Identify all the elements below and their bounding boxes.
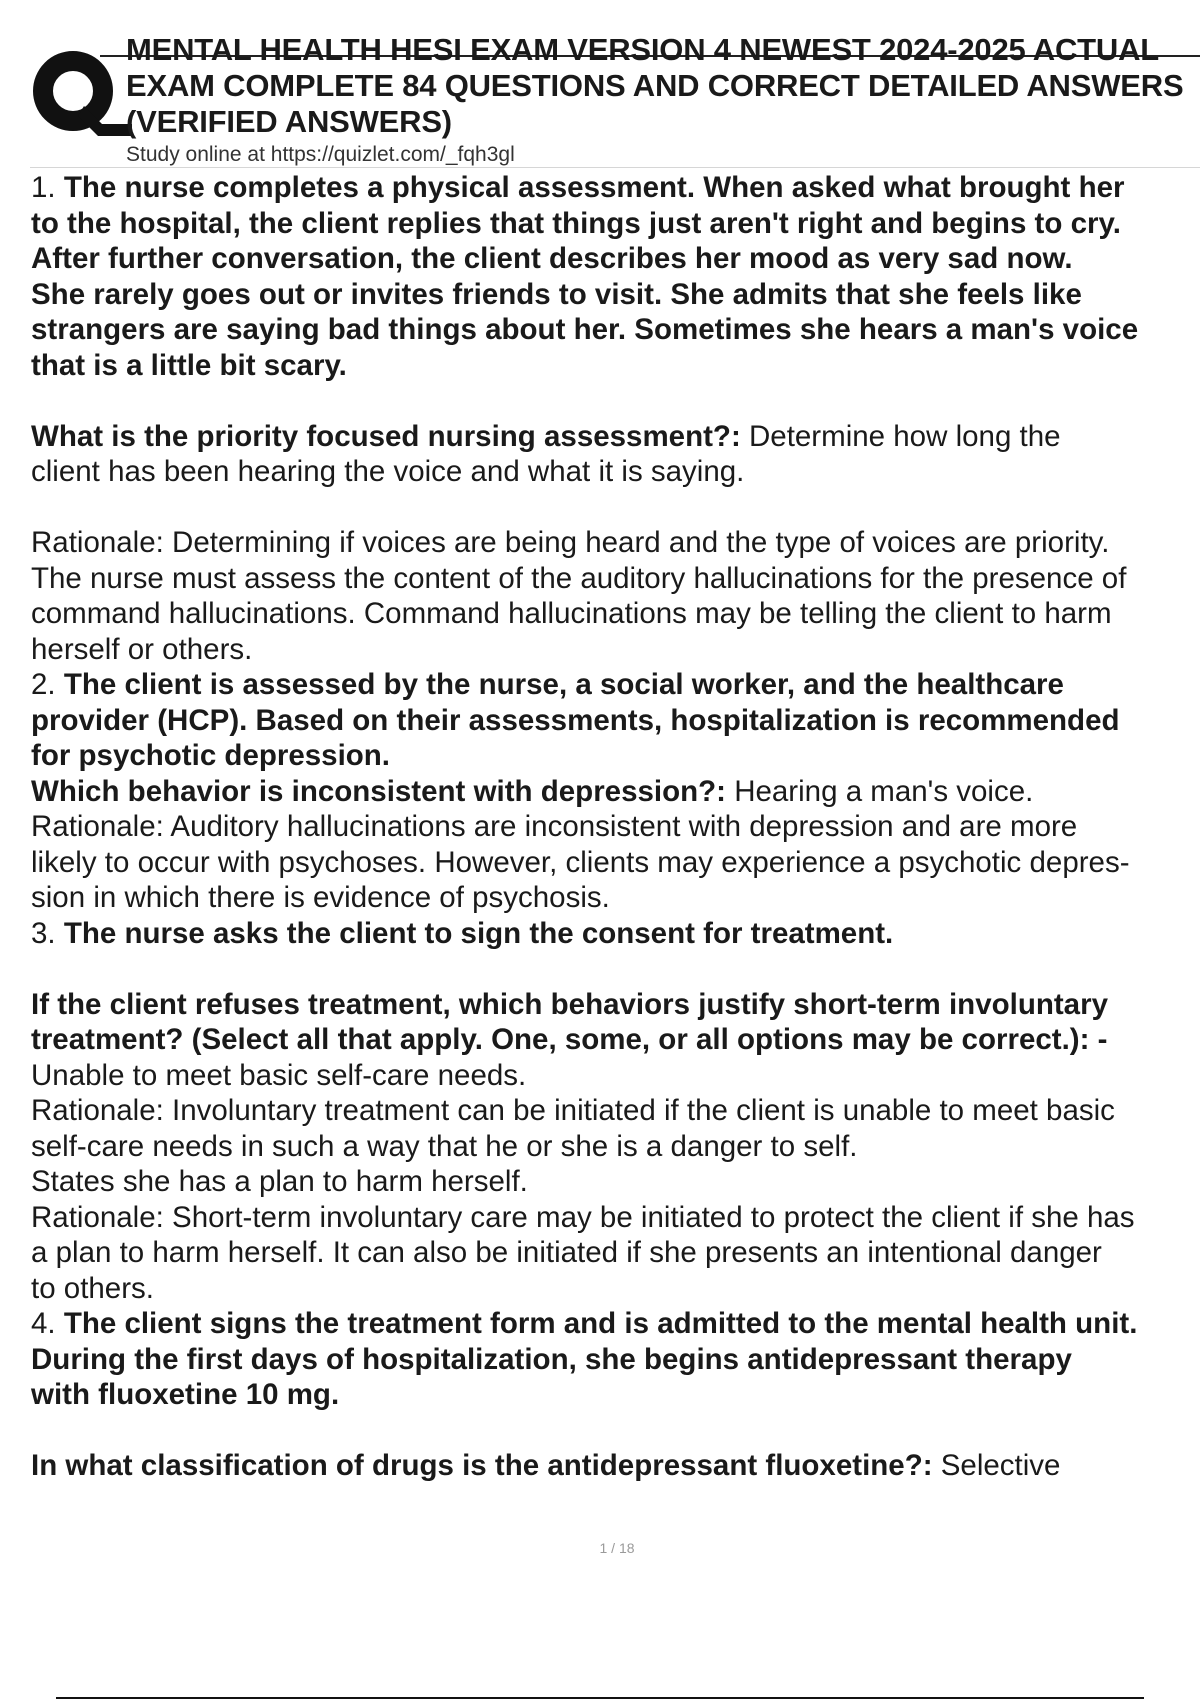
title-line-3: (VERIFIED ANSWERS) (126, 104, 452, 139)
question-text: What is the priority focused nursing assessment?: (31, 419, 741, 453)
question-prompt: with fluoxetine 10 mg. (31, 1378, 340, 1411)
page-bottom-rule (56, 1697, 1144, 1699)
rationale-text: likely to occur with psychoses. However, clients may experience a psychotic depres- (31, 845, 1130, 879)
rationale-text: sion in which there is evidence of psychosis. (31, 881, 610, 914)
question-2 (31, 667, 1200, 916)
answer-text: Unable to meet basic self-care needs. (31, 1058, 527, 1092)
question-prompt: After further conversation, the client describes her mood as very sad now. (31, 242, 1073, 275)
rationale-text: self-care needs in such a way that he or she is a danger to self. (31, 1129, 858, 1163)
question-number: 3. (31, 916, 56, 950)
answer-text: Hearing a man's voice. (734, 774, 1034, 808)
question-4 (31, 1306, 1200, 1484)
question-prompt: that is a little bit scary. (31, 348, 347, 382)
question-text: If the client refuses treatment, which behaviors justify short-term involuntary (31, 987, 1108, 1021)
title-line-1: MENTAL HEALTH HESI EXAM VERSION 4 NEWEST 2024-2025 ACTUAL (126, 32, 1160, 67)
question-3 (31, 916, 1200, 1307)
rationale-text: command hallucinations. Command hallucinations may be telling the client to harm (31, 597, 1112, 630)
question-prompt: The nurse completes a physical assessment. When asked what brought her (63, 171, 1125, 204)
rationale-text: a plan to harm herself. It can also be initiated if she presents an intentional danger (31, 1236, 1102, 1269)
answer-text: client has been hearing the voice and what it is saying. (31, 455, 745, 488)
answer-text: Selective (940, 1449, 1061, 1482)
rationale-text: Rationale: Auditory hallucinations are inconsistent with depression and are more (31, 810, 1078, 843)
study-online-link[interactable]: Study online at https://quizlet.com/_fqh3gl (126, 143, 515, 166)
questions-content (31, 170, 1200, 1484)
document-title (126, 32, 1200, 168)
answer-text: States she has a plan to harm herself. (31, 1165, 528, 1198)
rationale-text: herself or others. (31, 632, 253, 666)
question-number: 2. (31, 668, 56, 701)
question-prompt: for psychotic depression. (31, 739, 390, 772)
question-prompt: The nurse asks the client to sign the consent for treatment. (63, 916, 894, 950)
question-prompt: The client signs the treatment form and is admitted to the mental health unit. (63, 1307, 1138, 1340)
quizlet-q-logo-icon (32, 48, 134, 140)
question-text: treatment? (Select all that apply. One, some, or all options may be correct.): - (31, 1023, 1108, 1056)
question-1 (31, 170, 1200, 667)
question-prompt: to the hospital, the client replies that things just aren't right and begins to cry. (31, 206, 1121, 240)
question-prompt: The client is assessed by the nurse, a social worker, and the healthcare (63, 668, 1064, 701)
question-prompt: She rarely goes out or invites friends to visit. She admits that she feels like (31, 277, 1082, 311)
rationale-text: The nurse must assess the content of the auditory hallucinations for the presence of (31, 561, 1127, 595)
question-number: 1. (31, 171, 56, 204)
document-header (30, 28, 1200, 168)
rationale-text: to others. (31, 1271, 154, 1305)
question-prompt: During the first days of hospitalization, she begins antidepressant therapy (31, 1342, 1072, 1376)
question-number: 4. (31, 1307, 56, 1340)
rationale-text: Rationale: Short-term involuntary care may be initiated to protect the client if she has (31, 1200, 1135, 1234)
rationale-text: Rationale: Determining if voices are being heard and the type of voices are priority. (31, 526, 1110, 559)
question-prompt: provider (HCP). Based on their assessments, hospitalization is recommended (31, 703, 1120, 737)
question-prompt: strangers are saying bad things about her. Sometimes she hears a man's voice (31, 313, 1139, 346)
rationale-text: Rationale: Involuntary treatment can be initiated if the client is unable to meet basic (31, 1094, 1115, 1127)
question-text: In what classification of drugs is the antidepressant fluoxetine?: (31, 1449, 933, 1482)
page-number: 1 / 18 (599, 1540, 635, 1556)
header-divider (30, 167, 1200, 168)
answer-text: Determine how long the (748, 419, 1061, 453)
title-line-2: EXAM COMPLETE 84 QUESTIONS AND CORRECT DETAILED ANSWERS (126, 68, 1184, 103)
question-text: Which behavior is inconsistent with depression?: (31, 774, 726, 808)
